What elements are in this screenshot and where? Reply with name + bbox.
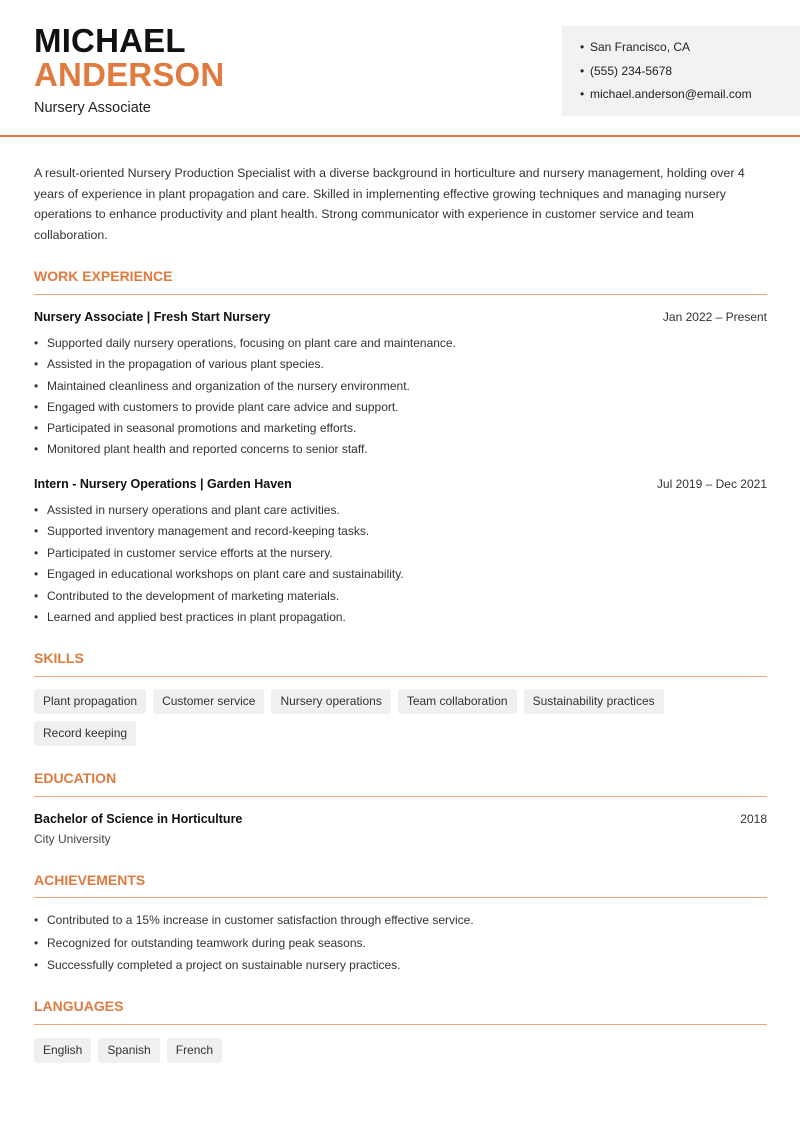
list-item-text: Participated in seasonal promotions and marketing efforts. xyxy=(47,421,357,436)
list-item xyxy=(34,442,767,463)
contact-phone-text: (555) 234-5678 xyxy=(590,63,673,78)
list-item xyxy=(34,958,767,981)
list-item xyxy=(34,913,767,936)
list-item-text: Assisted in the propagation of various plant species. xyxy=(47,357,324,372)
bullet-icon: • xyxy=(34,609,39,624)
experience-entry-1-header xyxy=(34,310,767,324)
bullet-icon: • xyxy=(34,399,39,414)
experience-dates: Jan 2022 – Present xyxy=(662,310,767,324)
list-item xyxy=(34,357,767,378)
education-entry-header xyxy=(34,812,767,826)
bullet-icon: • xyxy=(34,588,39,603)
experience-title: Intern - Nursery Operations | Garden Haven xyxy=(34,477,292,491)
list-item xyxy=(34,400,767,421)
list-item xyxy=(34,936,767,959)
list-item xyxy=(34,589,767,610)
list-item-text: Assisted in nursery operations and plant care activities. xyxy=(47,503,340,517)
list-item-text: Engaged with customers to provide plant care advice and support. xyxy=(47,399,399,414)
list-item xyxy=(34,524,767,545)
resume-header xyxy=(0,0,800,137)
list-item xyxy=(34,421,767,442)
bullet-icon: • xyxy=(34,935,39,950)
degree: Bachelor of Science in Horticulture xyxy=(34,812,243,826)
list-item-text: Maintained cleanliness and organization of the nursery environment. xyxy=(47,378,410,393)
job-title: Nursery Associate xyxy=(34,100,151,116)
list-item-text: Contributed to a 15% increase in customer satisfaction through effective service. xyxy=(47,913,474,927)
experience-title: Nursery Associate | Fresh Start Nursery xyxy=(34,310,271,324)
skill-chip: Plant propagation xyxy=(34,689,146,714)
list-item xyxy=(34,567,767,588)
skills-list xyxy=(34,689,774,753)
bullet-icon: • xyxy=(580,63,585,78)
contact-box xyxy=(562,26,800,116)
bullet-icon: • xyxy=(34,958,39,973)
first-name: MICHAEL xyxy=(34,22,186,59)
section-divider xyxy=(34,676,767,677)
section-title-work: WORK EXPERIENCE xyxy=(34,268,173,284)
section-divider xyxy=(34,897,767,898)
list-item-text: Recognized for outstanding teamwork during peak seasons. xyxy=(47,935,366,950)
bullet-icon: • xyxy=(34,442,39,457)
skill-chip: Sustainability practices xyxy=(524,689,664,714)
skill-chip: Customer service xyxy=(153,689,264,714)
bullet-icon: • xyxy=(34,545,39,560)
graduation-year: 2018 xyxy=(740,812,767,826)
section-divider xyxy=(34,294,767,295)
bullet-icon: • xyxy=(34,913,39,927)
language-chip: French xyxy=(167,1038,222,1063)
contact-email-text[interactable]: michael.anderson@email.com xyxy=(590,87,752,101)
list-item-text: Supported daily nursery operations, focusing on plant care and maintenance. xyxy=(47,336,456,350)
school-name: City University xyxy=(34,832,111,846)
list-item xyxy=(34,379,767,400)
language-chip: Spanish xyxy=(98,1038,159,1063)
bullet-icon: • xyxy=(580,87,585,101)
bullet-icon: • xyxy=(34,421,39,436)
section-title-languages: LANGUAGES xyxy=(34,998,124,1014)
list-item xyxy=(34,546,767,567)
list-item-text: Engaged in educational workshops on plant care and sustainability. xyxy=(47,567,404,582)
contact-location xyxy=(580,40,800,64)
language-chip: English xyxy=(34,1038,91,1063)
bullet-icon: • xyxy=(34,503,39,517)
list-item-text: Supported inventory management and record-keeping tasks. xyxy=(47,524,370,539)
contact-email xyxy=(580,87,800,111)
section-title-achievements: ACHIEVEMENTS xyxy=(34,872,146,888)
contact-location-text: San Francisco, CA xyxy=(590,40,691,54)
bullet-icon: • xyxy=(580,40,585,54)
list-item xyxy=(34,336,767,357)
bullet-icon: • xyxy=(34,524,39,539)
list-item-text: Participated in customer service efforts at the nursery. xyxy=(47,545,333,560)
bullet-icon: • xyxy=(34,567,39,582)
bullet-icon: • xyxy=(34,336,39,350)
experience-2-bullets xyxy=(34,503,767,631)
bullet-icon: • xyxy=(34,357,39,372)
section-title-skills: SKILLS xyxy=(34,650,84,666)
contact-phone xyxy=(580,64,800,88)
summary: A result-oriented Nursery Production Specialist with a diverse background in horticulture and nursery management, holding over 4 years of experience in plant propagation and care. Skilled in implementing effective growing techniques and managing nursery operations to enhance productivity and plant health. Strong communicator with experience in customer service and team collaboration. xyxy=(34,166,745,243)
section-title-education: EDUCATION xyxy=(34,770,117,786)
experience-1-bullets xyxy=(34,336,767,464)
achievements-list xyxy=(34,913,767,981)
skill-chip: Nursery operations xyxy=(271,689,390,714)
last-name: ANDERSON xyxy=(34,56,225,93)
experience-dates: Jul 2019 – Dec 2021 xyxy=(656,477,767,491)
section-divider xyxy=(34,796,767,797)
bullet-icon: • xyxy=(34,378,39,393)
skill-chip: Record keeping xyxy=(34,721,136,746)
list-item-text: Contributed to the development of marketing materials. xyxy=(47,588,340,603)
experience-entry-2-header xyxy=(34,477,767,491)
list-item xyxy=(34,610,767,631)
list-item xyxy=(34,503,767,524)
skill-chip: Team collaboration xyxy=(398,689,517,714)
list-item-text: Monitored plant health and reported concerns to senior staff. xyxy=(47,442,368,457)
list-item-text: Learned and applied best practices in plant propagation. xyxy=(47,609,346,624)
list-item-text: Successfully completed a project on sustainable nursery practices. xyxy=(47,958,401,973)
languages-list xyxy=(34,1038,774,1070)
section-divider xyxy=(34,1024,767,1025)
